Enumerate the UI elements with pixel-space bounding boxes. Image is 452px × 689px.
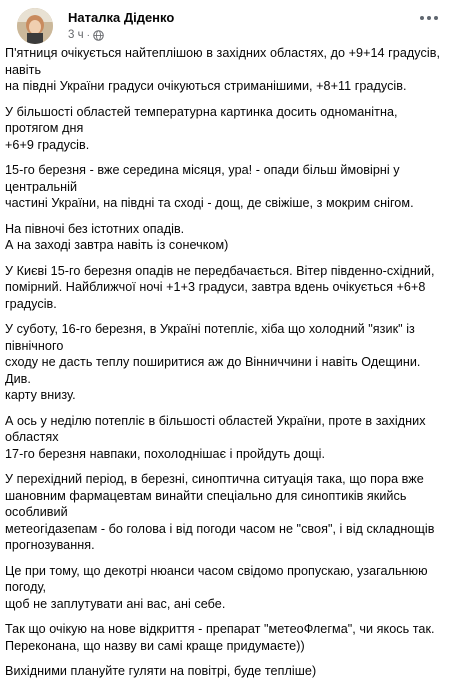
post-header <box>12 0 452 50</box>
post-paragraph: Так що очікую на нове відкриття - препарат "метеоФлегма", чи якось так. Переконана, що назву ви самі краще придумаєте)) <box>5 622 435 653</box>
post-paragraph: У перехідний період, в березні, синоптична ситуація така, що пора вже шановним фармацевтам винайти спеціально для синоптиків якийсь особливий метеогідазепам - бо голова і від погоди часом не "своя", і від складнощів прогнозування. <box>5 472 435 552</box>
post-paragraph: А ось у неділю потепліє в більшості областей України, проте в західних областях 17-го березня навпаки, похолоднішає і пройдуть дощі. <box>5 413 426 461</box>
post-paragraph: Вихідними плануйте гуляти на повітрі, буде тепліше) <box>5 664 317 678</box>
meta-separator: · <box>86 29 90 41</box>
more-dot-icon <box>420 16 424 20</box>
author-avatar[interactable] <box>17 8 53 44</box>
more-dot-icon <box>427 16 431 20</box>
more-options-button[interactable] <box>418 12 440 24</box>
post-paragraph: У Києві 15-го березня опадів не передбачається. Вітер південно-східний, помірний. Найближчої ночі +1+3 градуси, завтра вдень очікується +6+8 градусів. <box>5 263 435 311</box>
post-paragraph: Це при тому, що декотрі нюанси часом свідомо пропускаю, узагальнюю погоду, щоб не заплутувати ані вас, ані себе. <box>5 563 428 611</box>
more-dot-icon <box>434 16 438 20</box>
post-paragraph: У суботу, 16-го березня, в Україні потепліє, хіба що холодний "язик" із північного сходу не дасть теплу поширитися аж до Вінниччини і навіть Одещини. Див. карту внизу. <box>5 322 421 402</box>
post-paragraph: У більшості областей температурна картинка досить одноманітна, протягом дня +6+9 градусів. <box>5 104 398 152</box>
post-paragraph: На півночі без істотних опадів. А на заході завтра навіть із сонечком) <box>5 221 229 252</box>
author-name[interactable]: Наталка Діденко <box>68 10 175 25</box>
globe-icon[interactable] <box>93 30 104 41</box>
post-time[interactable]: 3 ч <box>68 29 84 41</box>
post-paragraph: П'ятниця очікується найтеплішою в західних областях, до +9+14 градусів, навіть на півдні України градуси очікуються стриманішими, +8+11 градусів. <box>5 46 441 93</box>
post-paragraph: 15-го березня - вже середина місяця, ура! - опади більш ймовірні у центральній частині України, на півдні та сході - дощ, де свіжіше, з мокрим снігом. <box>5 163 414 210</box>
avatar-photo <box>17 8 53 44</box>
post-body <box>5 45 445 689</box>
post-meta <box>68 29 104 41</box>
